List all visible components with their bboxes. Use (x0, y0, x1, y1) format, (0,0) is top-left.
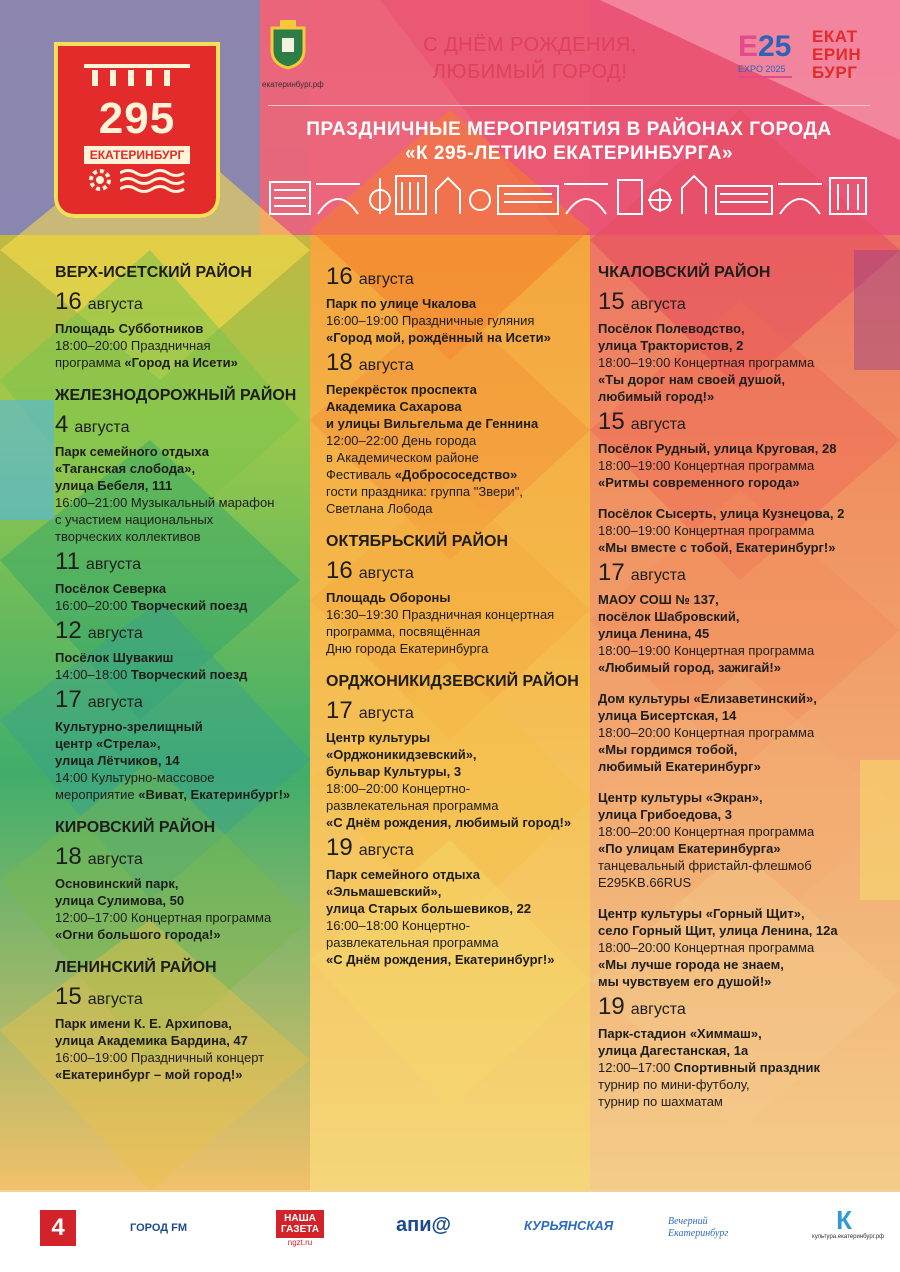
event-date (55, 842, 305, 875)
event-item (598, 789, 858, 891)
event-date (598, 287, 858, 320)
event-item (55, 616, 305, 683)
event-line (598, 939, 858, 956)
event-month: августа (87, 851, 143, 868)
event-line (326, 934, 586, 951)
partner-logo-api (396, 1214, 451, 1237)
event-line-text: 16:00–18:00 Концертно- (326, 918, 471, 933)
event-line (326, 814, 586, 831)
event-item (598, 505, 858, 556)
event-line-text: программа (55, 355, 125, 370)
event-place: улица Академика Бардина, 47 (55, 1033, 248, 1048)
event-line-text: 18:00–20:00 Концертная программа (598, 824, 815, 839)
event-line (326, 500, 586, 517)
event-line (598, 823, 858, 840)
event-item (55, 685, 305, 803)
event-item (55, 547, 305, 614)
event-line-highlight: «С Днём рождения, любимый город!» (326, 815, 572, 830)
event-day: 15 (598, 408, 625, 435)
district-heading: ЖЕЛЕЗНОДОРОЖНЫЙ РАЙОН (55, 387, 297, 404)
event-month: августа (87, 991, 143, 1008)
event-date (326, 556, 586, 589)
partner-logo-nasha-gazeta-url: ngzt.ru (287, 1238, 313, 1247)
event-day: 18 (55, 843, 82, 870)
event-place: Основинский парк, (55, 876, 179, 891)
event-date (598, 407, 858, 440)
coat-caption: екатеринбург.рф (262, 80, 324, 89)
event-line-text: 18:00–20:00 Концертно- (326, 781, 471, 796)
anniversary-emblem (54, 42, 220, 218)
event-line-highlight: «Ритмы современного города» (598, 475, 800, 490)
event-line-text: 16:00–21:00 Музыкальный марафон (55, 495, 275, 510)
page-title-line2: «К 295-ЛЕТИЮ ЕКАТЕРИНБУРГА» (404, 143, 734, 164)
event-place: «Таганская слобода», (55, 461, 196, 476)
event-place: Посёлок Рудный, улица Круговая, 28 (598, 441, 837, 456)
event-date (326, 833, 586, 866)
event-place: Парк по улице Чкалова (326, 296, 477, 311)
event-line (326, 780, 586, 797)
event-place: Культурно-зрелищный (55, 719, 203, 734)
event-line (598, 388, 858, 405)
greeting-line1: С ДНЁМ РОЖДЕНИЯ, (423, 34, 637, 56)
event-day: 16 (326, 557, 353, 584)
district-heading: КИРОВСКИЙ РАЙОН (55, 819, 216, 836)
column-middle (326, 260, 586, 968)
event-line (326, 449, 586, 466)
page-title (264, 118, 874, 166)
event-line-highlight: «Мы вместе с тобой, Екатеринбург!» (598, 540, 836, 555)
event-line (326, 951, 586, 968)
svg-text:25: 25 (758, 30, 792, 63)
event-line-text: мероприятие (55, 787, 139, 802)
event-day: 17 (598, 559, 625, 586)
event-day: 15 (598, 288, 625, 315)
partner-logo-kultura-url: культура.екатеринбург.рф (812, 1234, 885, 1240)
event-line-text: программа, посвящённая (326, 624, 481, 639)
waves-icon (120, 168, 190, 194)
event-line (55, 597, 305, 614)
event-item (598, 407, 858, 491)
svg-text:EXPO 2025: EXPO 2025 (738, 64, 786, 74)
partner-logo-4 (40, 1210, 76, 1246)
event-item (55, 842, 305, 943)
event-line-text: развлекательная программа (326, 935, 499, 950)
event-day: 19 (326, 834, 353, 861)
event-line-text: 16:00–19:00 Праздничные гуляния (326, 313, 535, 328)
event-line-highlight: «Мы гордимся тобой, (598, 742, 738, 757)
partners-footer (0, 1192, 900, 1272)
partner-logo-kuryanskaya (524, 1218, 613, 1233)
event-line-text: Фестиваль (326, 467, 395, 482)
partner-logo-4-text: 4 (51, 1214, 65, 1241)
event-line (598, 1093, 858, 1110)
event-item (598, 690, 858, 775)
partner-logo-kultura (812, 1205, 885, 1240)
event-line-highlight: «По улицам Екатеринбурга» (598, 841, 781, 856)
event-month: августа (74, 419, 130, 436)
event-line-text: 14:00–18:00 (55, 667, 131, 682)
event-month: августа (358, 842, 414, 859)
event-month: августа (358, 271, 414, 288)
event-line-highlight: «Город мой, рождённый на Исети» (326, 330, 551, 345)
event-line-highlight: Творческий поезд (130, 598, 248, 613)
event-line (326, 483, 586, 500)
event-day: 17 (55, 686, 82, 713)
ekb-logo-line3: БУРГ (812, 63, 858, 82)
district-heading: ОКТЯБРЬСКИЙ РАЙОН (326, 533, 509, 550)
event-date (326, 696, 586, 729)
event-place: бульвар Культуры, 3 (326, 764, 462, 779)
event-line (326, 640, 586, 657)
event-line-text: E295KB.66RUS (598, 875, 692, 890)
event-place: село Горный Щит, улица Ленина, 12а (598, 923, 838, 938)
event-line (55, 1066, 305, 1083)
column-left (55, 260, 305, 1083)
event-line-text: 12:00–17:00 (598, 1060, 674, 1075)
event-line (598, 874, 858, 891)
event-month: августа (87, 625, 143, 642)
district-heading: ЧКАЛОВСКИЙ РАЙОН (598, 264, 771, 281)
event-place: Дом культуры «Елизаветинский», (598, 691, 817, 706)
event-line-text: в Академическом районе (326, 450, 479, 465)
partner-logo-api-text: апи@ (396, 1214, 451, 1236)
event-line (598, 741, 858, 758)
event-line (598, 642, 858, 659)
event-place: улица Грибоедова, 3 (598, 807, 733, 822)
event-line-text: 18:00–20:00 Праздничная (55, 338, 211, 353)
event-line-highlight: «Город на Исети» (124, 355, 238, 370)
event-line-text: 12:00–22:00 День города (326, 433, 477, 448)
event-item (326, 348, 586, 517)
event-line-text: развлекательная программа (326, 798, 499, 813)
event-item (55, 287, 305, 371)
event-month: августа (85, 556, 142, 573)
event-line-text: турнир по шахматам (598, 1094, 723, 1109)
event-date (55, 547, 305, 580)
event-place: Посёлок Полеводство, (598, 321, 745, 336)
event-line-text: 18:00–19:00 Концертная программа (598, 523, 815, 538)
event-place: Центр культуры «Экран», (598, 790, 763, 805)
event-place: «Эльмашевский», (326, 884, 442, 899)
partner-logo-nasha-gazeta (276, 1210, 324, 1247)
event-line (55, 337, 305, 354)
event-item (326, 556, 586, 657)
event-date (55, 685, 305, 718)
event-line (55, 354, 305, 371)
event-line-text: 16:00–20:00 (55, 598, 131, 613)
event-month: августа (358, 565, 414, 582)
partner-logo-kultura-letter: К (836, 1205, 852, 1235)
event-line-text: Дню города Екатеринбурга (326, 641, 489, 656)
event-place: Посёлок Сысерть, улица Кузнецова, 2 (598, 506, 845, 521)
event-line (55, 666, 305, 683)
event-line (55, 926, 305, 943)
bridge-icon (84, 64, 190, 88)
event-line-highlight: любимый город!» (598, 389, 715, 404)
event-place: улица Бебеля, 111 (55, 478, 173, 493)
event-line (598, 840, 858, 857)
ekaterinburg-logo (812, 28, 861, 82)
event-place: Центр культуры (326, 730, 431, 745)
event-place: улица Трактористов, 2 (598, 338, 744, 353)
page-title-line1: ПРАЗДНИЧНЫЕ МЕРОПРИЯТИЯ В РАЙОНАХ ГОРОДА (306, 119, 832, 140)
event-date (326, 262, 586, 295)
svg-text:E: E (738, 30, 759, 63)
event-line (326, 432, 586, 449)
event-item (598, 992, 858, 1110)
event-item (598, 558, 858, 676)
event-place: Посёлок Шувакиш (55, 650, 174, 665)
event-line (326, 329, 586, 346)
event-line (598, 724, 858, 741)
event-line (598, 354, 858, 371)
event-item (598, 905, 858, 990)
event-line (598, 857, 858, 874)
event-month: августа (630, 296, 686, 313)
event-line-highlight: любимый Екатеринбург» (598, 759, 761, 774)
event-place: Площадь Субботников (55, 321, 204, 336)
greeting (380, 32, 680, 86)
event-line (326, 917, 586, 934)
event-line (55, 528, 305, 545)
greeting-line2: ЛЮБИМЫЙ ГОРОД! (432, 61, 628, 83)
event-place: Центр культуры «Горный Щит», (598, 906, 805, 921)
event-line-text: 18:00–20:00 Концертная программа (598, 725, 815, 740)
event-line-highlight: Творческий поезд (130, 667, 248, 682)
event-line (326, 797, 586, 814)
event-line (326, 623, 586, 640)
event-place: улица Лётчиков, 14 (55, 753, 180, 768)
event-line-text: 18:00–19:00 Концертная программа (598, 355, 815, 370)
event-line (326, 312, 586, 329)
event-place: улица Дагестанская, 1а (598, 1043, 749, 1058)
district-heading: ОРДЖОНИКИДЗЕВСКИЙ РАЙОН (326, 673, 579, 690)
event-date (326, 348, 586, 381)
event-date (55, 287, 305, 320)
event-line (598, 1076, 858, 1093)
ekb-logo-line1: ЕКАТ (812, 27, 858, 46)
event-line (598, 522, 858, 539)
event-line (598, 956, 858, 973)
event-line (55, 786, 305, 803)
event-month: августа (630, 567, 686, 584)
partner-logo-gorod-fm (130, 1222, 187, 1234)
city-skyline-icon (268, 170, 872, 216)
event-line-text: творческих коллективов (55, 529, 201, 544)
event-month: августа (87, 296, 143, 313)
coat-of-arms-icon (268, 20, 308, 70)
gear-icon (86, 166, 114, 194)
event-place: улица Сулимова, 50 (55, 893, 185, 908)
event-place: улица Старых большевиков, 22 (326, 901, 532, 916)
partner-logo-gorod-fm-text: ГОРОД FM (130, 1222, 188, 1234)
emblem-city: ЕКАТЕРИНБУРГ (84, 146, 190, 164)
event-place: МАОУ СОШ № 137, (598, 592, 719, 607)
event-line-text: 12:00–17:00 Концертная программа (55, 910, 272, 925)
partner-logo-vecherny-text: Вечерний Екатеринбург (668, 1216, 729, 1239)
event-line-text: 14:00 Культурно-массовое (55, 770, 215, 785)
event-line-highlight: «Добрососедство» (394, 467, 518, 482)
event-place: Академика Сахарова (326, 399, 462, 414)
district-heading: ЛЕНИНСКИЙ РАЙОН (55, 959, 217, 976)
event-place: посёлок Шабровский, (598, 609, 740, 624)
expo-logo-icon (738, 26, 794, 86)
event-place: Парк семейного отдыха (55, 444, 209, 459)
event-line-highlight: «Мы лучше города не знаем, (598, 957, 784, 972)
event-line-highlight: «Любимый город, зажигай!» (598, 660, 781, 675)
event-place: Парк имени К. Е. Архипова, (55, 1016, 232, 1031)
event-line-highlight: «Ты дорог нам своей душой, (598, 372, 785, 387)
event-line (598, 659, 858, 676)
partner-logo-vecherny (668, 1216, 768, 1240)
event-month: августа (358, 357, 414, 374)
event-place: Парк семейного отдыха (326, 867, 480, 882)
event-line-highlight: «Екатеринбург – мой город!» (55, 1067, 243, 1082)
event-date (55, 410, 305, 443)
event-place: Перекрёсток проспекта (326, 382, 477, 397)
event-line (326, 606, 586, 623)
event-line-text: танцевальный фристайл-флешмоб (598, 858, 812, 873)
event-day: 18 (326, 349, 353, 376)
event-month: августа (358, 705, 414, 722)
event-place: улица Ленина, 45 (598, 626, 710, 641)
event-month: августа (630, 416, 686, 433)
header-divider (268, 105, 870, 106)
event-line-text: 16:30–19:30 Праздничная концертная (326, 607, 555, 622)
event-line (598, 758, 858, 775)
event-date (55, 616, 305, 649)
event-month: августа (87, 694, 143, 711)
event-place: Парк-стадион «Химмаш», (598, 1026, 762, 1041)
event-line-text: 16:00–19:00 Праздничный концерт (55, 1050, 265, 1065)
event-place: центр «Стрела», (55, 736, 161, 751)
event-day: 15 (55, 983, 82, 1010)
event-line (598, 1059, 858, 1076)
event-day: 16 (326, 263, 353, 290)
event-line (55, 769, 305, 786)
event-date (598, 558, 858, 591)
event-place: «Орджоникидзевский», (326, 747, 477, 762)
event-line-text: 18:00–19:00 Концертная программа (598, 458, 815, 473)
event-line-highlight: мы чувствуем его душой!» (598, 974, 772, 989)
event-line (598, 539, 858, 556)
event-date (598, 992, 858, 1025)
event-line (598, 474, 858, 491)
event-day: 17 (326, 697, 353, 724)
partner-logo-kuryanskaya-text: КУРЬЯНСКАЯ (524, 1218, 614, 1233)
event-day: 4 (55, 411, 69, 438)
event-item (326, 696, 586, 831)
event-line-text: турнир по мини-футболу, (598, 1077, 750, 1092)
partner-logo-nasha-gazeta-text: НАША ГАЗЕТА (276, 1210, 324, 1238)
event-line (598, 973, 858, 990)
event-line (55, 511, 305, 528)
district-heading: ВЕРХ-ИСЕТСКИЙ РАЙОН (55, 264, 252, 281)
event-day: 16 (55, 288, 82, 315)
event-day: 12 (55, 617, 82, 644)
event-line-highlight: «Огни большого города!» (55, 927, 221, 942)
event-line (55, 909, 305, 926)
event-line (598, 457, 858, 474)
event-line (598, 371, 858, 388)
event-line-text: 18:00–20:00 Концертная программа (598, 940, 815, 955)
event-month: августа (630, 1001, 686, 1018)
event-item (326, 833, 586, 968)
event-place: улица Бисертская, 14 (598, 708, 737, 723)
event-line-text: гости праздника: группа "Звери", (326, 484, 523, 499)
event-day: 11 (55, 548, 80, 575)
event-place: Посёлок Северка (55, 581, 167, 596)
event-item (55, 410, 305, 545)
event-line-highlight: «С Днём рождения, Екатеринбург!» (326, 952, 555, 967)
emblem-number: 295 (98, 94, 176, 143)
event-line (55, 1049, 305, 1066)
event-line-highlight: «Виват, Екатеринбург!» (138, 787, 291, 802)
event-line-highlight: Спортивный праздник (673, 1060, 821, 1075)
event-place: Площадь Обороны (326, 590, 451, 605)
event-item (326, 262, 586, 346)
event-line-text: 18:00–19:00 Концертная программа (598, 643, 815, 658)
ekb-logo-line2: ЕРИН (812, 45, 862, 64)
event-line (326, 466, 586, 483)
event-line-text: с участием национальных (55, 512, 214, 527)
event-day: 19 (598, 993, 625, 1020)
event-line-text: Светлана Лобода (326, 501, 433, 516)
event-line (55, 494, 305, 511)
event-date (55, 982, 305, 1015)
event-item (598, 287, 858, 405)
column-right (598, 260, 858, 1110)
event-item (55, 982, 305, 1083)
event-place: и улицы Вильгельма де Геннина (326, 416, 539, 431)
